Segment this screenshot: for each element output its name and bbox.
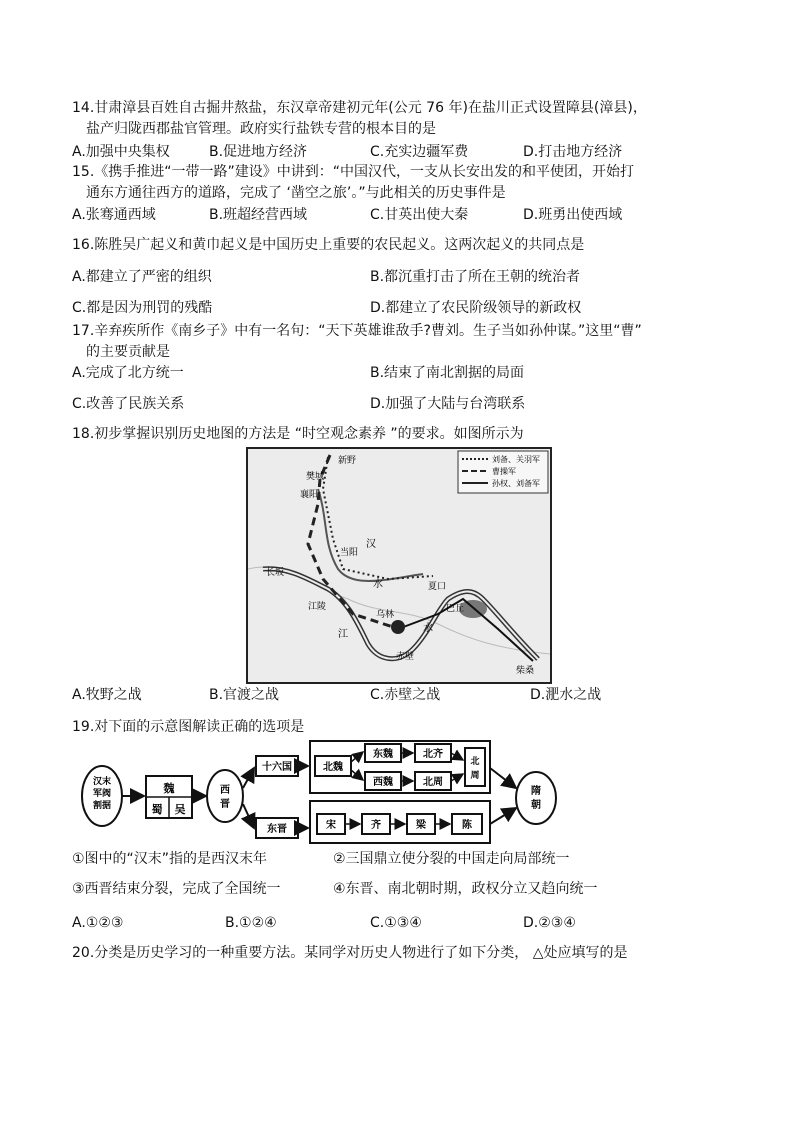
q14-option-c: C.充实边疆军费 (370, 144, 469, 160)
q19-statement-2: ②三国鼎立使分裂的中国走向局部统一 (333, 851, 570, 867)
node-sui (516, 772, 556, 824)
place-xiangyang: 襄阳 (300, 490, 319, 500)
q16-option-c: C.都是因为刑罚的残酷 (72, 300, 213, 316)
node-wu: 吴 (174, 803, 186, 816)
node-shu: 蜀 (151, 803, 163, 816)
node-xiwei-label: 西魏 (373, 777, 393, 788)
q17-stem-line1: 17.辛弃疾所作《南乡子》中有一名句：“天下英雄谁敌手?曹刘。生子当如孙仲谋。”这里“曹” (72, 323, 642, 339)
place-chibi: 赤壁 (396, 652, 415, 662)
q15-option-c: C.甘英出使大秦 (370, 207, 469, 223)
node-sui-label-1: 隋 (531, 786, 541, 797)
place-xiakou: 夏口 (428, 582, 447, 592)
place-dangyang: 当阳 (340, 548, 359, 558)
node-liang-label: 梁 (416, 820, 426, 831)
q17-stem-line2: 的主要贡献是 (86, 344, 170, 360)
q14-stem-line1: 14.甘肃漳县百姓自古掘井熬盐，东汉章帝建初元年(公元 76 年)在盐川正式设置障县(漳县)， (72, 100, 647, 116)
place-fancheng: 樊城 (306, 472, 325, 482)
q16-option-b: B.都沉重打击了所在王朝的统治者 (370, 269, 581, 285)
q19-option-c: C.①③④ (370, 915, 422, 931)
place-changban: 长坂 (266, 568, 285, 578)
q19-statement-1: ①图中的“汉末”指的是西汉末年 (72, 851, 268, 867)
q14-option-d: D.打击地方经济 (523, 144, 623, 160)
q18-option-b: B.官渡之战 (209, 687, 280, 703)
q19-statement-3: ③西晋结束分裂，完成了全国统一 (72, 881, 281, 897)
q14-option-a: A.加强中央集权 (72, 144, 170, 160)
legend-sun-liu: 孙权、刘备军 (492, 479, 540, 488)
q14-stem-line2: 盐产归陇西郡盐官管理。政府实行盐铁专营的根本目的是 (86, 121, 436, 137)
node-hanmo-label-2: 军阀 (92, 789, 112, 799)
q18-option-a: A.牧野之战 (72, 687, 142, 703)
dynasty-diagram (80, 738, 580, 848)
place-jiangling: 江陵 (308, 602, 327, 612)
q16-option-a: A.都建立了严密的组织 (72, 269, 212, 285)
node-song-label: 宋 (326, 820, 336, 831)
place-wulin: 乌林 (376, 610, 395, 620)
q17-option-d: D.加强了大陆与台湾联系 (370, 396, 526, 412)
q17-option-b: B.结束了南北割据的局面 (370, 365, 525, 381)
place-han: 汉 (366, 539, 376, 550)
q17-option-a: A.完成了北方统一 (72, 365, 184, 381)
legend-cao-cao: 曹操军 (492, 467, 516, 476)
q19-statement-4: ④东晋、南北朝时期，政权分立又趋向统一 (333, 881, 598, 897)
place-baqiu: 巴丘 (446, 604, 465, 614)
place-chaisang: 柴桑 (516, 666, 535, 676)
q19-option-a: A.①②③ (72, 915, 124, 931)
q18-stem: 18.初步掌握识别历史地图的方法是 “时空观念素养 ”的要求。如图所示为 (72, 426, 524, 442)
node-sixteen-label: 十六国 (262, 762, 292, 773)
node-dongjin-label: 东晋 (267, 824, 287, 835)
q20-stem: 20.分类是历史学习的一种重要方法。某同学对历史人物进行了如下分类， △处应填写的是 (72, 945, 628, 961)
node-xijin (207, 770, 243, 822)
q16-option-d: D.都建立了农民阶级领导的新政权 (370, 300, 582, 316)
q15-option-a: A.张骞通西域 (72, 207, 156, 223)
node-beizhou-b-label-1: 北 (470, 757, 480, 767)
q15-stem-line1: 15.《携手推进“一带一路”建设》中讲到：“中国汉代，一支从长安出发的和平使团，开始打 (72, 164, 635, 180)
node-chen-label: 陈 (462, 820, 472, 831)
q16-stem: 16.陈胜吴广起义和黄巾起义是中国历史上重要的农民起义。这两次起义的共同点是 (72, 237, 585, 253)
q18-option-c: C.赤壁之战 (370, 687, 441, 703)
node-beizhou-b-label-2: 周 (470, 771, 480, 781)
q19-option-d: D.②③④ (523, 915, 576, 931)
place-xinye: 新野 (338, 456, 357, 466)
place-shui2: 水 (423, 623, 433, 634)
node-beiwei-label: 北魏 (323, 762, 343, 773)
node-xijin-label-2: 晋 (220, 799, 230, 810)
q17-option-c: C.改善了民族关系 (72, 396, 185, 412)
q15-option-b: B.班超经营西域 (209, 207, 308, 223)
node-beizhou-a-label: 北周 (423, 777, 443, 788)
q19-stem: 19.对下面的示意图解读正确的选项是 (72, 719, 305, 735)
node-qi-label: 齐 (371, 820, 381, 831)
node-sui-label-2: 朝 (531, 800, 541, 811)
node-xijin-label-1: 西 (220, 785, 230, 796)
q14-option-b: B.促进地方经济 (209, 144, 308, 160)
battle-marker-icon (391, 620, 405, 634)
node-beiqi-label: 北齐 (423, 749, 443, 760)
q15-stem-line2: 通东方通往西方的道路，完成了 ‘凿空之旅’。”与此相关的历史事件是 (86, 185, 506, 201)
node-hanmo-label-1: 汉末 (92, 777, 112, 787)
node-dongwei-label: 东魏 (373, 749, 393, 760)
battle-map (246, 447, 552, 684)
node-hanmo-label-3: 割据 (92, 801, 112, 811)
place-shui1: 水 (373, 579, 383, 590)
legend-liu-bei: 刘备、关羽军 (492, 455, 540, 464)
q18-option-d: D.淝水之战 (530, 687, 602, 703)
q15-option-d: D.班勇出使西域 (523, 207, 623, 223)
place-jiang: 江 (338, 629, 348, 640)
q19-option-b: B.①②④ (225, 915, 277, 931)
node-wei: 魏 (163, 782, 175, 795)
